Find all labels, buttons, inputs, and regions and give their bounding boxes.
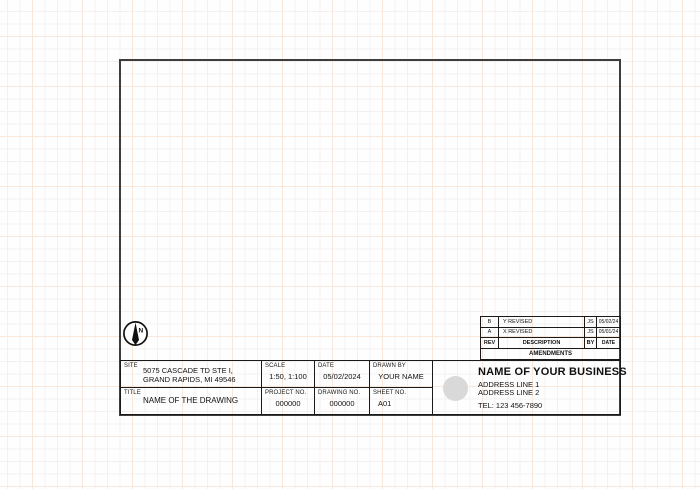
title-block — [120, 360, 433, 415]
amendment-row-by[interactable]: JS — [585, 328, 597, 339]
site-value[interactable]: 5075 CASCADE TD STE I, GRAND RAPIDS, MI 49546 — [143, 366, 236, 384]
amendment-row-by[interactable]: JS — [585, 317, 597, 328]
sheet-no-value[interactable]: A01 — [378, 399, 392, 408]
amendment-row-rev[interactable]: A — [481, 328, 499, 339]
amendments-header-rev: REV — [481, 338, 499, 349]
amendment-row-date[interactable]: 05/01/24 — [597, 328, 620, 339]
drawing-no-value[interactable]: 000000 — [329, 399, 355, 408]
scale-label: SCALE — [265, 363, 286, 369]
amendment-row-date[interactable]: 05/02/24 — [597, 317, 620, 328]
date-cell[interactable] — [315, 361, 370, 388]
amendment-row-rev[interactable]: B — [481, 317, 499, 328]
business-name[interactable]: NAME OF YOUR BUSINESS — [478, 366, 627, 378]
drawn-by-label: DRAWN BY — [373, 363, 406, 369]
amendments-header-description: DESCRIPTION — [499, 338, 585, 349]
site-cell[interactable] — [121, 361, 262, 388]
date-value[interactable]: 05/02/2024 — [323, 372, 361, 381]
logo-placeholder-icon[interactable] — [443, 376, 468, 401]
amendments-header-by: BY — [585, 338, 597, 349]
business-address-line-1: ADDRESS LINE 1 — [478, 380, 540, 389]
north-arrow-icon[interactable] — [122, 320, 150, 348]
project-no-cell[interactable] — [262, 388, 315, 414]
sheet-no-cell[interactable] — [370, 388, 432, 414]
drawn-by-value[interactable]: YOUR NAME — [378, 372, 424, 381]
project-no-value[interactable]: 000000 — [275, 399, 301, 408]
scale-cell[interactable] — [262, 361, 315, 388]
business-tel[interactable]: TEL: 123 456-7890 — [478, 401, 543, 410]
site-label: SITE — [124, 363, 138, 369]
drawing-no-cell[interactable] — [315, 388, 370, 414]
north-label: N — [138, 327, 144, 335]
sheet-no-label: SHEET NO. — [373, 390, 407, 396]
north-arrow-graphic — [122, 320, 150, 348]
amendments-header-date: DATE — [597, 338, 620, 349]
drawn-by-cell[interactable] — [370, 361, 432, 388]
drawing-title-cell[interactable] — [121, 388, 262, 414]
date-label: DATE — [318, 363, 334, 369]
business-text — [478, 366, 627, 410]
amendment-row-description[interactable]: Y REVISED — [499, 317, 585, 328]
business-address-line-2: ADDRESS LINE 2 — [478, 388, 540, 397]
business-info-box — [432, 360, 627, 415]
amendments-title: AMENDMENTS — [529, 350, 572, 357]
business-address[interactable] — [478, 381, 616, 397]
amendments-table — [480, 316, 621, 360]
project-no-label: PROJECT NO. — [265, 390, 307, 396]
drawing-no-label: DRAWING NO. — [318, 390, 361, 396]
amendment-row-description[interactable]: X REVISED — [499, 328, 585, 339]
drawing-title-value[interactable]: NAME OF THE DRAWING — [143, 396, 239, 405]
drawing-title-label: TITLE — [124, 390, 141, 396]
scale-value[interactable]: 1:50, 1:100 — [269, 372, 307, 381]
